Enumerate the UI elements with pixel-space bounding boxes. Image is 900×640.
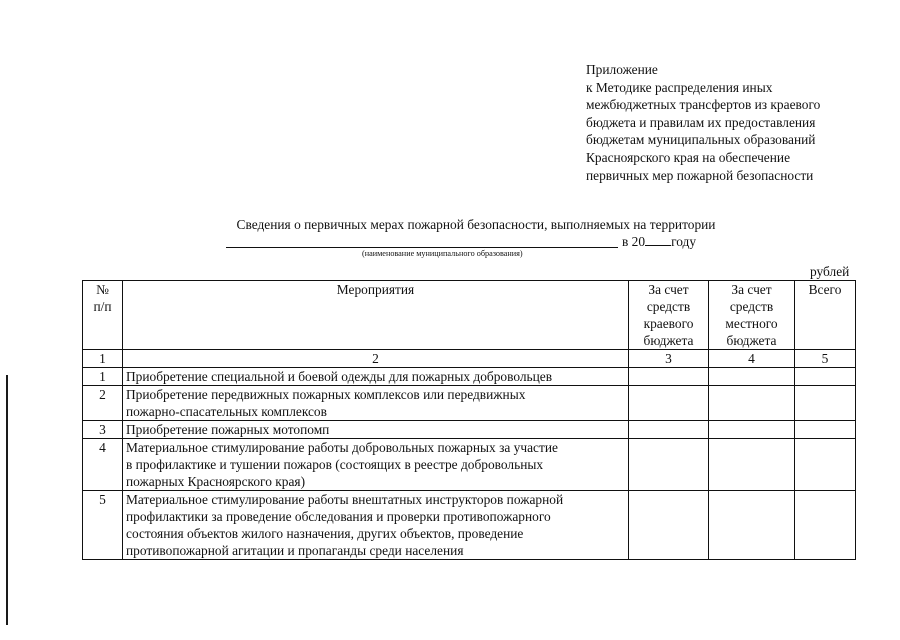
header-local-budget bbox=[709, 281, 795, 350]
header-regional-line: краевого bbox=[643, 316, 694, 331]
appendix-line: межбюджетных трансфертов из краевого bbox=[586, 97, 821, 113]
activity-line: пожарно-спасательных комплексов bbox=[126, 404, 327, 419]
activity-line: Приобретение пожарных мотопомп bbox=[126, 422, 330, 437]
table-row bbox=[83, 386, 856, 421]
row-activity bbox=[123, 421, 629, 439]
document-title-text: Сведения о первичных мерах пожарной безопасности, выполняемых на территории bbox=[236, 217, 716, 232]
column-number: 2 bbox=[123, 350, 629, 368]
activity-line: пожарных Красноярского края) bbox=[126, 474, 306, 489]
document-title bbox=[0, 217, 900, 233]
total-amount-cell[interactable] bbox=[795, 491, 856, 560]
table-header-row bbox=[83, 281, 856, 350]
row-activity bbox=[123, 491, 629, 560]
row-number: 1 bbox=[83, 368, 123, 386]
appendix-line: Приложение bbox=[586, 62, 658, 77]
row-number: 3 bbox=[83, 421, 123, 439]
local-amount-cell[interactable] bbox=[709, 421, 795, 439]
row-activity bbox=[123, 439, 629, 491]
measures-table bbox=[82, 280, 856, 560]
header-regional-line: За счет bbox=[648, 282, 689, 297]
year-blank bbox=[645, 233, 671, 246]
row-activity bbox=[123, 368, 629, 386]
municipality-caption: (наименование муниципального образования) bbox=[362, 249, 523, 258]
header-total: Всего bbox=[795, 281, 856, 350]
appendix-heading bbox=[586, 61, 886, 184]
total-amount-cell[interactable] bbox=[795, 439, 856, 491]
total-amount-cell[interactable] bbox=[795, 421, 856, 439]
local-amount-cell[interactable] bbox=[709, 439, 795, 491]
header-local-line: местного bbox=[725, 316, 778, 331]
year-prefix: в 20 bbox=[622, 234, 646, 249]
regional-amount-cell[interactable] bbox=[629, 421, 709, 439]
activity-line: Приобретение передвижных пожарных комплексов или передвижных bbox=[126, 387, 526, 402]
regional-amount-cell[interactable] bbox=[629, 386, 709, 421]
table-row bbox=[83, 439, 856, 491]
row-activity bbox=[123, 386, 629, 421]
activity-line: состояния объектов жилого назначения, других объектов, проведение bbox=[126, 526, 524, 541]
header-num-line: № bbox=[96, 282, 109, 297]
local-amount-cell[interactable] bbox=[709, 491, 795, 560]
row-number: 5 bbox=[83, 491, 123, 560]
year-suffix: году bbox=[671, 234, 697, 249]
regional-amount-cell[interactable] bbox=[629, 439, 709, 491]
activity-line: противопожарной агитации и пропаганды среди населения bbox=[126, 543, 464, 558]
local-amount-cell[interactable] bbox=[709, 386, 795, 421]
header-local-line: За счет bbox=[731, 282, 772, 297]
column-number: 5 bbox=[795, 350, 856, 368]
year-line bbox=[622, 233, 696, 250]
header-num-line: п/п bbox=[93, 299, 112, 314]
header-local-line: бюджета bbox=[726, 333, 777, 348]
table-row bbox=[83, 421, 856, 439]
appendix-line: к Методике распределения иных bbox=[586, 79, 773, 95]
column-number-row bbox=[83, 350, 856, 368]
currency-unit: рублей bbox=[810, 264, 850, 279]
municipality-fill-line bbox=[226, 247, 618, 248]
appendix-line: первичных мер пожарной безопасности bbox=[586, 167, 814, 183]
header-activity: Мероприятия bbox=[123, 281, 629, 350]
appendix-line: Красноярского края на обеспечение bbox=[586, 149, 791, 165]
regional-amount-cell[interactable] bbox=[629, 491, 709, 560]
row-number: 4 bbox=[83, 439, 123, 491]
appendix-line: бюджета и правилам их предоставления bbox=[586, 114, 816, 130]
activity-line: Приобретение специальной и боевой одежды для пожарных добровольцев bbox=[126, 369, 553, 384]
header-regional-line: бюджета bbox=[643, 333, 694, 348]
appendix-line: бюджетам муниципальных образований bbox=[586, 132, 816, 148]
activity-line: профилактики за проведение обследования и проверки противопожарного bbox=[126, 509, 551, 524]
header-num bbox=[83, 281, 123, 350]
total-amount-cell[interactable] bbox=[795, 386, 856, 421]
activity-line: в профилактике и тушении пожаров (состоящих в реестре добровольных bbox=[126, 457, 544, 472]
table-row bbox=[83, 491, 856, 560]
local-amount-cell[interactable] bbox=[709, 368, 795, 386]
header-regional-line: средств bbox=[646, 299, 691, 314]
header-regional-budget bbox=[629, 281, 709, 350]
activity-line: Материальное стимулирование работы добровольных пожарных за участие bbox=[126, 440, 558, 455]
table-row bbox=[83, 368, 856, 386]
column-number: 1 bbox=[83, 350, 123, 368]
scan-edge-line bbox=[6, 375, 8, 625]
total-amount-cell[interactable] bbox=[795, 368, 856, 386]
row-number: 2 bbox=[83, 386, 123, 421]
regional-amount-cell[interactable] bbox=[629, 368, 709, 386]
column-number: 4 bbox=[709, 350, 795, 368]
activity-line: Материальное стимулирование работы внештатных инструкторов пожарной bbox=[126, 492, 564, 507]
column-number: 3 bbox=[629, 350, 709, 368]
header-local-line: средств bbox=[729, 299, 774, 314]
